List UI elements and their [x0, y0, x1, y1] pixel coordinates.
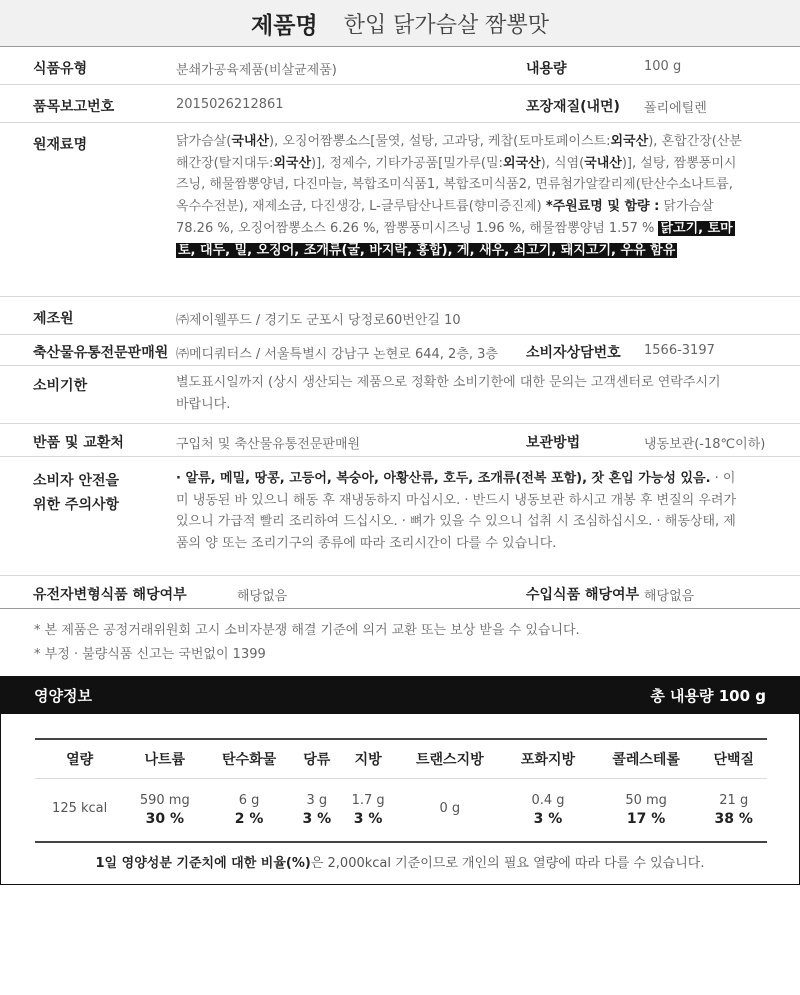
nutrient-amount: 50 mg — [625, 793, 667, 808]
row-return — [0, 424, 800, 456]
nutrient-amount: 590 mg — [139, 793, 190, 808]
import-label: 수입식품 해당여부 — [526, 587, 640, 603]
row-caution — [0, 457, 800, 575]
nutrient-percent: 3 % — [302, 811, 332, 827]
report-no-value: 2015026212861 — [176, 97, 284, 112]
gmo-value: 해당없음 — [237, 589, 288, 604]
row-seller — [0, 335, 800, 365]
nutrient-percent: 30 % — [145, 811, 184, 827]
seller-value: ㈜메디쿼터스 / 서울특별시 강남구 논현로 644, 2층, 3층 — [176, 347, 498, 362]
nutrition-box — [0, 714, 800, 885]
nutrient-amount: 0.4 g — [531, 793, 565, 808]
nutrient-header: 콜레스테롤 — [592, 739, 701, 779]
net-content-value: 100 g — [644, 59, 682, 74]
nutrient-cell — [592, 779, 701, 843]
nutrient-amount: 1.7 g — [351, 793, 385, 808]
maker-value: ㈜제이웰푸드 / 경기도 군포시 당정로60번안길 10 — [176, 313, 461, 328]
nutrient-header: 포화지방 — [504, 739, 592, 779]
nutrient-amount: 125 kcal — [52, 801, 108, 816]
nutrient-amount: 21 g — [719, 793, 749, 808]
net-content-label: 내용량 — [526, 61, 567, 77]
report-no-label: 품목보고번호 — [33, 99, 115, 115]
nutrition-title: 영양정보 — [34, 687, 92, 705]
nutrient-amount: 3 g — [306, 793, 328, 808]
storage-value: 냉동보관(-18℃이하) — [644, 437, 766, 452]
nutrition-table — [35, 738, 767, 843]
row-food-type — [0, 47, 800, 84]
nutrient-amount: 6 g — [238, 793, 260, 808]
expiry-value: 별도표시일까지 (상시 생산되는 제품으로 정확한 소비기한에 대한 문의는 고객센터로 연락주시기 바랍니다. — [176, 375, 721, 412]
food-type-value: 분쇄가공육제품(비살균제품) — [176, 63, 337, 78]
food-type-label: 식품유형 — [33, 61, 88, 77]
nutrient-header: 지방 — [341, 739, 396, 779]
nutrient-percent: 17 % — [626, 811, 666, 827]
maker-label: 제조원 — [33, 311, 74, 327]
row-expiry — [0, 366, 800, 423]
packaging-value: 폴리에틸렌 — [644, 101, 707, 116]
nutrition-total: 총 내용량 100 g — [650, 687, 766, 705]
nutrient-percent: 3 % — [353, 811, 383, 827]
nutrient-percent: 2 % — [234, 811, 264, 827]
nutrient-header: 탄수화물 — [205, 739, 293, 779]
nutrient-cell — [205, 779, 293, 843]
nutrition-footnote: 1일 영양성분 기준치에 대한 비율(%)은 2,000kcal 기준이므로 개인의 필요 열량에 따라 다를 수 있습니다. — [95, 856, 705, 871]
allergen-highlight: 닭고기, 토마 — [660, 220, 733, 236]
nutrient-cell — [700, 779, 767, 843]
nutrient-percent: 3 % — [533, 811, 563, 827]
row-report-no — [0, 85, 800, 122]
nutrient-header: 당류 — [293, 739, 341, 779]
note-item: * 본 제품은 공정거래위원회 고시 소비자분쟁 해결 기준에 의거 교환 또는 보상 받을 수 있습니다. — [34, 623, 580, 638]
nutrient-header: 트랜스지방 — [395, 739, 504, 779]
return-value: 구입처 및 축산물유통전문판매원 — [176, 437, 361, 452]
nutrient-percent: 38 % — [714, 811, 753, 827]
note-item: * 부정 · 불량식품 신고는 국번없이 1399 — [34, 647, 266, 662]
nutrient-amount: 0 g — [439, 801, 461, 816]
nutrient-cell — [504, 779, 592, 843]
row-maker — [0, 297, 800, 334]
row-gmo — [0, 576, 800, 608]
nutrient-cell — [395, 779, 504, 843]
nutrient-cell — [341, 779, 396, 843]
nutrition-header-row — [35, 739, 767, 779]
product-name-bar — [0, 0, 800, 46]
expiry-label: 소비기한 — [33, 378, 88, 394]
caution-label-line2: 위한 주의사항 — [33, 497, 120, 513]
caution-text: · 알류, 메밀, 땅콩, 고등어, 복숭아, 아황산류, 호두, 조개류(전복 포함), 잣 혼입 가능성 있음. · 이미 냉동된 바 있으니 해동 후 재냉동하지 마십시오. · 반드시 냉동보관 하시고 개봉 후 변질의 우려가 있으니 가급적 빨리 조리하여 드십시오. · 뼈가 있을 수 있으니 섭취 시 조심하십시오. · 해동상태, 제품의 양 또는 조리기구의 종류에 따라 조리시간이 다를 수 있습니다. — [176, 471, 737, 552]
caution-label-line1: 소비자 안전을 — [33, 473, 120, 489]
consumer-phone-value: 1566-3197 — [644, 343, 715, 358]
nutrient-cell — [293, 779, 341, 843]
nutrient-header: 나트륨 — [124, 739, 205, 779]
product-name-label: 제품명 — [251, 12, 318, 39]
product-name-value: 한입 닭가슴살 짬뽕맛 — [343, 12, 549, 38]
nutrient-header: 단백질 — [700, 739, 767, 779]
import-value: 해당없음 — [644, 589, 695, 604]
notes — [0, 609, 800, 667]
allergen-highlight: 토, 대두, 밀, 오징어, 조개류(굴, 바지락, 홍합), 게, 새우, 쇠고기, 돼지고기, 우유 함유 — [178, 242, 676, 258]
nutrition-header — [0, 676, 800, 714]
seller-label: 축산물유통전문판매원 — [33, 345, 169, 361]
row-ingredients — [0, 123, 800, 296]
nutrition-value-row — [35, 779, 767, 843]
storage-label: 보관방법 — [526, 435, 581, 451]
gmo-label: 유전자변형식품 해당여부 — [33, 587, 187, 603]
nutrient-cell — [35, 779, 124, 843]
return-label: 반품 및 교환처 — [33, 435, 124, 451]
nutrient-cell — [124, 779, 205, 843]
ingredients-text: 닭가슴살(국내산), 오징어짬뽕소스[물엿, 설탕, 고과당, 케찹(토마토페이스트:외국산), 혼합간장(산분해간장(탈지대두:외국산)], 정제수, 기타가공품[밀가루(밀:외국산), 식염(국내산)], 설탕, 짬뽕풍미시즈닝, 해물짬뽕양념, 다진마늘, 복합조미식품1, 복합조미식품2, 면류첨가알칼리제(탄산수소나트륨, 옥수수전분), 재제소금, 다진생강, L-글루탐산나트륨(향미증진제) *주원료명 및 함량 : 닭가슴살 78.26 %, 오징어짬뽕소스 6.26 %, 짬뽕풍미시즈닝 1.96 %, 해물짬뽕양념 1.57 % 닭고기, 토마 토, 대두, 밀, 오징어, 조개류(굴, 바지락, 홍합), 게, 새우, 쇠고기, 돼지고기, 우유 함유 — [176, 134, 742, 258]
ingredients-label: 원재료명 — [33, 137, 88, 153]
consumer-phone-label: 소비자상담번호 — [526, 345, 621, 361]
packaging-label: 포장재질(내면) — [526, 99, 620, 115]
nutrient-header: 열량 — [35, 739, 124, 779]
